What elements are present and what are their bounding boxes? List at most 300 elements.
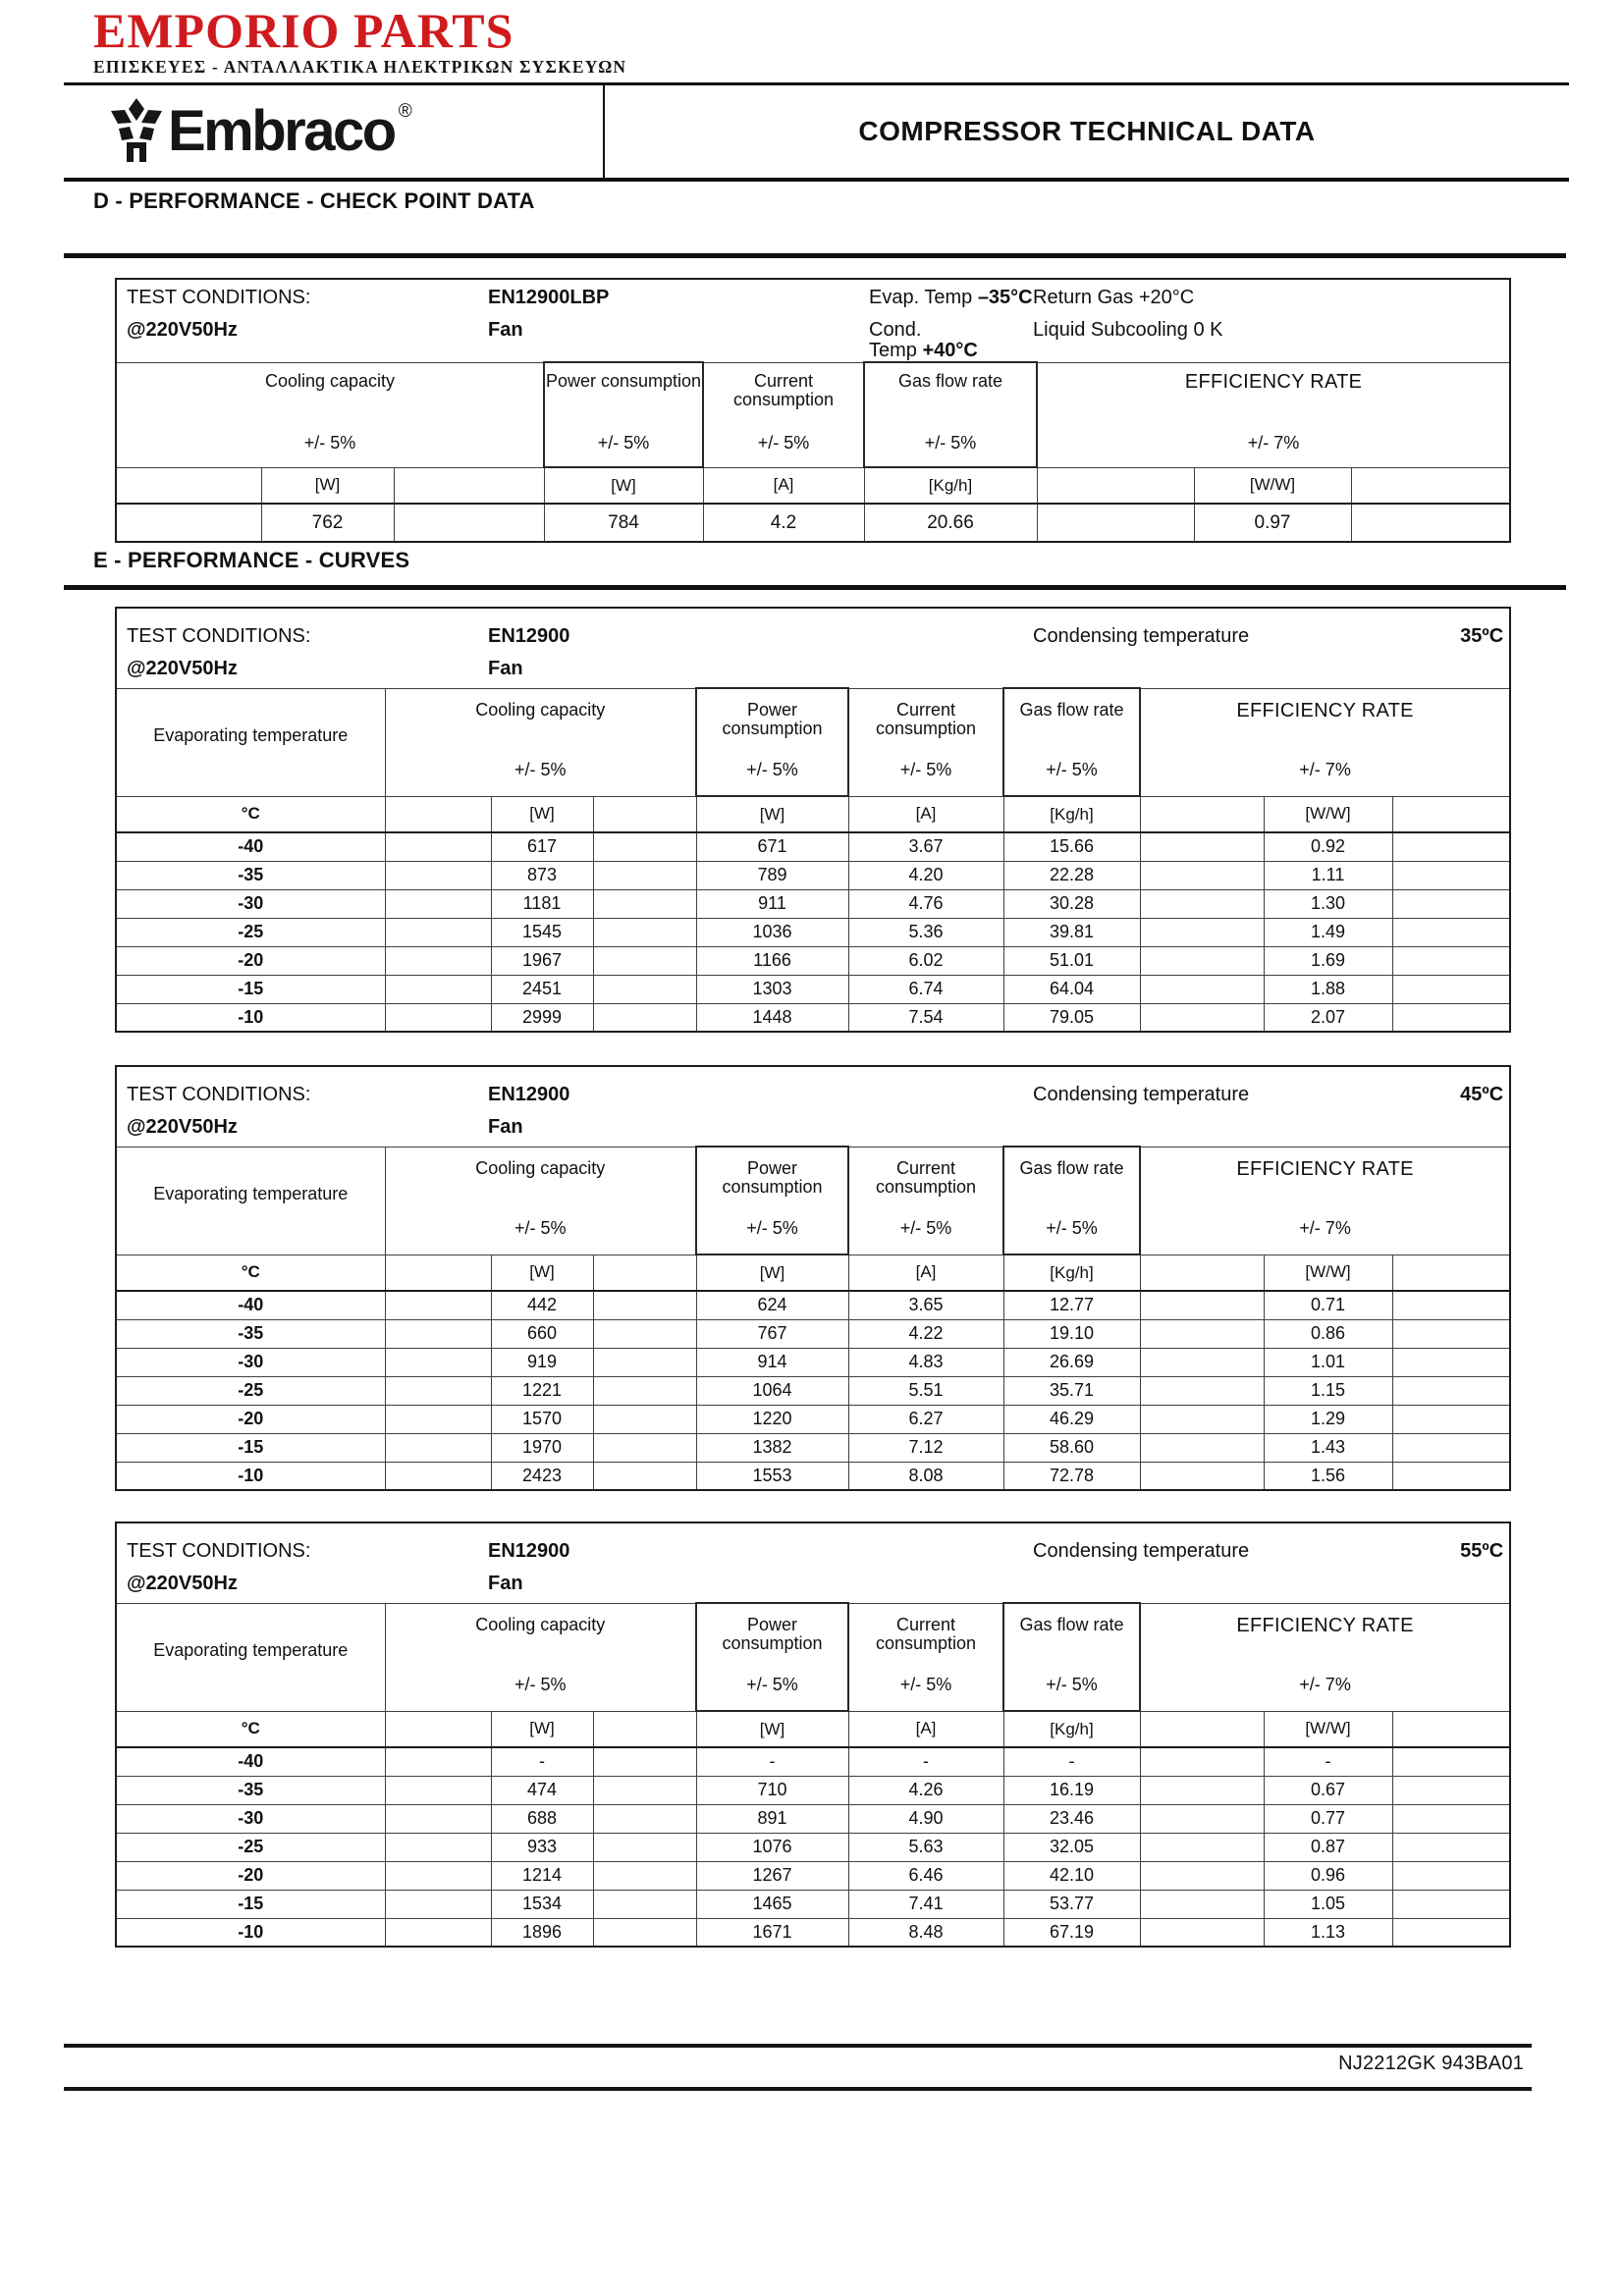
- data-cell: 1.29: [1264, 1405, 1392, 1433]
- spacer-cell: [394, 467, 544, 504]
- test-conditions-cell: [116, 1066, 1510, 1147]
- standard-label: EN12900LBP: [488, 287, 610, 308]
- performance-curves-table: [115, 1522, 1511, 1948]
- table-row: [116, 1291, 1510, 1319]
- spacer-cell: [1140, 1776, 1264, 1804]
- table-row: [116, 1747, 1510, 1776]
- spacer-cell: [1140, 1433, 1264, 1462]
- spacer-cell: [593, 832, 696, 861]
- spacer-cell: [385, 1747, 491, 1776]
- spacer-cell: [1392, 946, 1510, 975]
- current-consumption-header: Current consumption +/- 5%: [703, 362, 864, 467]
- table-row: [116, 1066, 1510, 1147]
- spacer-cell: [385, 1711, 491, 1747]
- cooling-capacity-header: Cooling capacity +/- 5%: [385, 688, 696, 796]
- table-row: [116, 1348, 1510, 1376]
- current-consumption-header: Current consumption +/- 5%: [848, 1603, 1003, 1711]
- spacer-cell: [1140, 1918, 1264, 1947]
- data-cell: 20.66: [864, 504, 1037, 542]
- spacer-cell: [1392, 1776, 1510, 1804]
- efficiency-header: EFFICIENCY RATE +/- 7%: [1140, 688, 1510, 796]
- temp-cell: -40: [116, 1747, 385, 1776]
- cooling-capacity-header: Cooling capacity +/- 5%: [385, 1147, 696, 1255]
- data-cell: 30.28: [1003, 889, 1140, 918]
- spacer-cell: [593, 889, 696, 918]
- data-cell: 474: [491, 1776, 593, 1804]
- data-cell: 4.2: [703, 504, 864, 542]
- standard-label: EN12900: [488, 1539, 570, 1562]
- data-cell: 1181: [491, 889, 593, 918]
- spacer-cell: [1392, 1890, 1510, 1918]
- data-cell: 660: [491, 1319, 593, 1348]
- unit-cell: [A]: [848, 1711, 1003, 1747]
- spacer-cell: [1392, 1804, 1510, 1833]
- data-cell: 1570: [491, 1405, 593, 1433]
- temp-cell: -35: [116, 1776, 385, 1804]
- cooling-capacity-header: Cooling capacity +/- 5%: [385, 1603, 696, 1711]
- data-cell: 8.48: [848, 1918, 1003, 1947]
- data-cell: 710: [696, 1776, 848, 1804]
- spacer-cell: [1392, 1433, 1510, 1462]
- current-consumption-header: Current consumption +/- 5%: [848, 688, 1003, 796]
- test-conditions-cell: [116, 608, 1510, 688]
- data-cell: 1.15: [1264, 1376, 1392, 1405]
- spacer-cell: [1392, 1711, 1510, 1747]
- data-cell: 784: [544, 504, 703, 542]
- data-cell: 1967: [491, 946, 593, 975]
- temp-cell: -30: [116, 1348, 385, 1376]
- data-cell: 6.46: [848, 1861, 1003, 1890]
- spacer-cell: [385, 1348, 491, 1376]
- spacer-cell: [593, 861, 696, 889]
- data-cell: 1303: [696, 975, 848, 1003]
- data-cell: 2999: [491, 1003, 593, 1032]
- footer-rule-top: [64, 2044, 1532, 2048]
- spacer-cell: [116, 467, 261, 504]
- gas-flow-header: Gas flow rate +/- 5%: [1003, 1603, 1140, 1711]
- spacer-cell: [593, 918, 696, 946]
- unit-cell: [A]: [848, 796, 1003, 832]
- temp-cell: -40: [116, 1291, 385, 1319]
- temp-cell: -30: [116, 889, 385, 918]
- cooling-capacity-header: Cooling capacity +/- 5%: [116, 362, 544, 467]
- performance-curves-table: [115, 1065, 1511, 1491]
- data-cell: 79.05: [1003, 1003, 1140, 1032]
- unit-cell: [Kg/h]: [1003, 1711, 1140, 1747]
- spacer-cell: [1140, 861, 1264, 889]
- spacer-cell: [385, 1003, 491, 1032]
- spacer-cell: [593, 1348, 696, 1376]
- data-cell: 39.81: [1003, 918, 1140, 946]
- data-cell: 0.86: [1264, 1319, 1392, 1348]
- data-cell: 3.67: [848, 832, 1003, 861]
- snowflake-icon: [105, 97, 168, 166]
- fan-label: Fan: [488, 319, 523, 341]
- data-cell: 72.78: [1003, 1462, 1140, 1490]
- table-row: [116, 467, 1510, 504]
- data-cell: 0.96: [1264, 1861, 1392, 1890]
- table-row: [116, 861, 1510, 889]
- spacer-cell: [1140, 1861, 1264, 1890]
- spacer-cell: [593, 975, 696, 1003]
- temp-cell: -10: [116, 1003, 385, 1032]
- data-cell: 873: [491, 861, 593, 889]
- data-cell: 23.46: [1003, 1804, 1140, 1833]
- spacer-cell: [1392, 975, 1510, 1003]
- temp-cell: -20: [116, 946, 385, 975]
- table-row: [116, 1003, 1510, 1032]
- data-cell: 1448: [696, 1003, 848, 1032]
- data-cell: 1.88: [1264, 975, 1392, 1003]
- unit-cell: [W/W]: [1194, 467, 1351, 504]
- table-row: [116, 1603, 1510, 1711]
- temp-cell: -20: [116, 1405, 385, 1433]
- spacer-cell: [593, 1405, 696, 1433]
- temp-cell: -15: [116, 975, 385, 1003]
- data-cell: 671: [696, 832, 848, 861]
- data-cell: 0.67: [1264, 1776, 1392, 1804]
- current-consumption-header: Current consumption +/- 5%: [848, 1147, 1003, 1255]
- unit-cell: [W]: [696, 796, 848, 832]
- data-cell: 1970: [491, 1433, 593, 1462]
- temp-cell: -25: [116, 1376, 385, 1405]
- spacer-cell: [394, 504, 544, 542]
- data-cell: 4.20: [848, 861, 1003, 889]
- data-cell: 1671: [696, 1918, 848, 1947]
- spacer-cell: [385, 1804, 491, 1833]
- unit-cell: [Kg/h]: [1003, 796, 1140, 832]
- data-cell: 7.54: [848, 1003, 1003, 1032]
- test-conditions-label: TEST CONDITIONS:: [127, 624, 311, 647]
- evap-temp-header: Evaporating temperature: [116, 688, 385, 796]
- data-cell: 16.19: [1003, 1776, 1140, 1804]
- data-cell: 7.12: [848, 1433, 1003, 1462]
- data-cell: 0.71: [1264, 1291, 1392, 1319]
- spacer-cell: [1392, 1462, 1510, 1490]
- table-row: [116, 1711, 1510, 1747]
- spacer-cell: [1140, 946, 1264, 975]
- masthead: [64, 82, 1569, 182]
- data-cell: 617: [491, 832, 593, 861]
- temp-cell: -15: [116, 1433, 385, 1462]
- data-cell: 0.97: [1194, 504, 1351, 542]
- table-row: [116, 504, 1510, 542]
- unit-cell: [W]: [544, 467, 703, 504]
- data-cell: 22.28: [1003, 861, 1140, 889]
- gas-flow-header: Gas flow rate +/- 5%: [1003, 1147, 1140, 1255]
- spacer-cell: [385, 1433, 491, 1462]
- doc-title-panel: [603, 85, 1569, 178]
- table-row: [116, 1804, 1510, 1833]
- power-consumption-header: Power consumption +/- 5%: [696, 1147, 848, 1255]
- data-cell: 1.49: [1264, 918, 1392, 946]
- test-conditions-label: TEST CONDITIONS:: [127, 1083, 311, 1105]
- spacer-cell: [593, 1833, 696, 1861]
- data-cell: 762: [261, 504, 394, 542]
- spacer-cell: [593, 946, 696, 975]
- spacer-cell: [1392, 832, 1510, 861]
- unit-cell: °C: [116, 1255, 385, 1291]
- table-row: [116, 1255, 1510, 1291]
- data-cell: 2423: [491, 1462, 593, 1490]
- spacer-cell: [1140, 1747, 1264, 1776]
- efficiency-header: EFFICIENCY RATE +/- 7%: [1140, 1147, 1510, 1255]
- temp-cell: -25: [116, 1833, 385, 1861]
- return-gas: Return Gas +20°C: [1033, 287, 1195, 308]
- spacer-cell: [1140, 1003, 1264, 1032]
- table-row: [116, 1776, 1510, 1804]
- spacer-cell: [385, 1462, 491, 1490]
- data-cell: 51.01: [1003, 946, 1140, 975]
- spacer-cell: [385, 1405, 491, 1433]
- data-cell: -: [491, 1747, 593, 1776]
- unit-cell: [A]: [848, 1255, 1003, 1291]
- spacer-cell: [593, 1918, 696, 1947]
- data-cell: 1465: [696, 1890, 848, 1918]
- table-row: [116, 1462, 1510, 1490]
- spacer-cell: [1140, 918, 1264, 946]
- data-cell: 1220: [696, 1405, 848, 1433]
- data-cell: 0.87: [1264, 1833, 1392, 1861]
- data-cell: 1166: [696, 946, 848, 975]
- spacer-cell: [1392, 1833, 1510, 1861]
- spacer-cell: [1351, 467, 1510, 504]
- spacer-cell: [1392, 1255, 1510, 1291]
- section-d-rule: [64, 253, 1566, 258]
- spacer-cell: [1392, 1918, 1510, 1947]
- spacer-cell: [1392, 796, 1510, 832]
- table-row: [116, 1147, 1510, 1255]
- spacer-cell: [385, 946, 491, 975]
- data-cell: 891: [696, 1804, 848, 1833]
- spacer-cell: [385, 1918, 491, 1947]
- data-cell: 1.05: [1264, 1890, 1392, 1918]
- cond-temp: Cond. Temp +40°C: [869, 319, 978, 361]
- condensing-temp-label: Condensing temperature: [1033, 1539, 1250, 1562]
- spacer-cell: [385, 1291, 491, 1319]
- brand-subtitle: ΕΠΙΣΚΕΥΕΣ - ΑΝΤΑΛΛΑΚΤΙΚΑ ΗΛΕΚΤΡΙΚΩΝ ΣΥΣΚΕΥΩΝ: [93, 57, 627, 77]
- embraco-logo: [64, 85, 603, 178]
- subcooling: Liquid Subcooling 0 K: [1033, 319, 1223, 341]
- temp-cell: -25: [116, 918, 385, 946]
- section-d-title: D - PERFORMANCE - CHECK POINT DATA: [93, 188, 535, 213]
- data-cell: 53.77: [1003, 1890, 1140, 1918]
- spacer-cell: [1392, 1348, 1510, 1376]
- evap-temp: Evap. Temp –35°C: [869, 287, 1033, 308]
- data-cell: 6.02: [848, 946, 1003, 975]
- data-cell: 0.92: [1264, 832, 1392, 861]
- table-row: [116, 1918, 1510, 1947]
- spacer-cell: [1140, 975, 1264, 1003]
- spacer-cell: [593, 1003, 696, 1032]
- spacer-cell: [1351, 504, 1510, 542]
- unit-cell: [W]: [491, 1255, 593, 1291]
- test-conditions-cell: [116, 1522, 1510, 1603]
- data-cell: 1.11: [1264, 861, 1392, 889]
- data-cell: 1267: [696, 1861, 848, 1890]
- data-cell: 6.27: [848, 1405, 1003, 1433]
- fan-label: Fan: [488, 1572, 523, 1594]
- test-conditions-cell: [116, 279, 1510, 362]
- table-row: [116, 279, 1510, 362]
- spacer-cell: [1140, 1291, 1264, 1319]
- spacer-cell: [593, 1890, 696, 1918]
- data-cell: 5.51: [848, 1376, 1003, 1405]
- data-cell: 1.69: [1264, 946, 1392, 975]
- registered-mark: ®: [398, 101, 412, 122]
- spacer-cell: [1392, 1376, 1510, 1405]
- data-cell: -: [1003, 1747, 1140, 1776]
- table-row: [116, 362, 1510, 467]
- table-row: [116, 918, 1510, 946]
- data-cell: 914: [696, 1348, 848, 1376]
- data-cell: 1036: [696, 918, 848, 946]
- spacer-cell: [1140, 1833, 1264, 1861]
- data-cell: 67.19: [1003, 1918, 1140, 1947]
- data-cell: 12.77: [1003, 1291, 1140, 1319]
- data-cell: 4.83: [848, 1348, 1003, 1376]
- spacer-cell: [385, 796, 491, 832]
- spacer-cell: [385, 1319, 491, 1348]
- spacer-cell: [385, 1861, 491, 1890]
- unit-cell: °C: [116, 1711, 385, 1747]
- unit-cell: [A]: [703, 467, 864, 504]
- data-cell: 46.29: [1003, 1405, 1140, 1433]
- power-consumption-header: Power consumption +/- 5%: [696, 688, 848, 796]
- brand-header: [93, 3, 627, 77]
- spacer-cell: [385, 1776, 491, 1804]
- temp-cell: -35: [116, 1319, 385, 1348]
- table-row: [116, 832, 1510, 861]
- spacer-cell: [1392, 918, 1510, 946]
- data-cell: 442: [491, 1291, 593, 1319]
- unit-cell: [W]: [261, 467, 394, 504]
- spacer-cell: [1037, 504, 1194, 542]
- condensing-temp-label: Condensing temperature: [1033, 624, 1250, 647]
- table-row: [116, 1405, 1510, 1433]
- data-cell: 1896: [491, 1918, 593, 1947]
- table-row: [116, 946, 1510, 975]
- condensing-temp-label: Condensing temperature: [1033, 1083, 1250, 1105]
- spacer-cell: [593, 1776, 696, 1804]
- data-cell: 4.26: [848, 1776, 1003, 1804]
- unit-cell: [W/W]: [1264, 1255, 1392, 1291]
- unit-cell: [W]: [696, 1711, 848, 1747]
- temp-cell: -20: [116, 1861, 385, 1890]
- data-cell: 32.05: [1003, 1833, 1140, 1861]
- brand-name: EMPORIO PARTS: [93, 3, 514, 58]
- data-cell: 1382: [696, 1433, 848, 1462]
- unit-cell: [Kg/h]: [1003, 1255, 1140, 1291]
- spacer-cell: [385, 975, 491, 1003]
- spacer-cell: [1392, 889, 1510, 918]
- data-cell: 2.07: [1264, 1003, 1392, 1032]
- data-cell: 2451: [491, 975, 593, 1003]
- spacer-cell: [1392, 1747, 1510, 1776]
- efficiency-header: EFFICIENCY RATE +/- 7%: [1037, 362, 1510, 467]
- spacer-cell: [1392, 1291, 1510, 1319]
- condensing-temp-value: 55ºC: [1460, 1539, 1504, 1562]
- unit-cell: [Kg/h]: [864, 467, 1037, 504]
- temp-cell: -10: [116, 1918, 385, 1947]
- temp-cell: -30: [116, 1804, 385, 1833]
- table-row: [116, 1376, 1510, 1405]
- data-cell: -: [1264, 1747, 1392, 1776]
- data-cell: 1553: [696, 1462, 848, 1490]
- spacer-cell: [593, 1255, 696, 1291]
- temp-cell: -40: [116, 832, 385, 861]
- spacer-cell: [593, 1433, 696, 1462]
- data-cell: 4.76: [848, 889, 1003, 918]
- condensing-temp-value: 45ºC: [1460, 1083, 1504, 1105]
- data-cell: 8.08: [848, 1462, 1003, 1490]
- spacer-cell: [593, 1319, 696, 1348]
- voltage-label: @220V50Hz: [127, 657, 238, 679]
- table-row: [116, 889, 1510, 918]
- condensing-temp-value: 35ºC: [1460, 624, 1504, 647]
- spacer-cell: [1140, 889, 1264, 918]
- data-cell: 26.69: [1003, 1348, 1140, 1376]
- data-cell: -: [696, 1747, 848, 1776]
- data-cell: 767: [696, 1319, 848, 1348]
- unit-cell: [W/W]: [1264, 1711, 1392, 1747]
- spacer-cell: [593, 1462, 696, 1490]
- table-row: [116, 975, 1510, 1003]
- spacer-cell: [385, 1255, 491, 1291]
- spacer-cell: [1392, 861, 1510, 889]
- data-cell: 933: [491, 1833, 593, 1861]
- data-cell: 1214: [491, 1861, 593, 1890]
- data-cell: 5.36: [848, 918, 1003, 946]
- standard-label: EN12900: [488, 624, 570, 647]
- spacer-cell: [385, 1376, 491, 1405]
- data-cell: 789: [696, 861, 848, 889]
- temp-cell: -10: [116, 1462, 385, 1490]
- data-cell: 19.10: [1003, 1319, 1140, 1348]
- voltage-label: @220V50Hz: [127, 1572, 238, 1594]
- data-cell: 15.66: [1003, 832, 1140, 861]
- performance-curves-table: [115, 607, 1511, 1033]
- spacer-cell: [593, 1376, 696, 1405]
- spacer-cell: [1140, 832, 1264, 861]
- table-row: [116, 608, 1510, 688]
- data-cell: 64.04: [1003, 975, 1140, 1003]
- spacer-cell: [593, 1291, 696, 1319]
- spacer-cell: [593, 1804, 696, 1833]
- evap-temp-header: Evaporating temperature: [116, 1603, 385, 1711]
- unit-cell: [W]: [491, 1711, 593, 1747]
- data-cell: 7.41: [848, 1890, 1003, 1918]
- fan-label: Fan: [488, 657, 523, 679]
- spacer-cell: [1392, 1861, 1510, 1890]
- data-cell: 6.74: [848, 975, 1003, 1003]
- fan-label: Fan: [488, 1115, 523, 1138]
- doc-title: COMPRESSOR TECHNICAL DATA: [858, 116, 1316, 146]
- power-consumption-header: Power consumption +/- 5%: [696, 1603, 848, 1711]
- spacer-cell: [1037, 467, 1194, 504]
- data-cell: 1064: [696, 1376, 848, 1405]
- data-cell: 5.63: [848, 1833, 1003, 1861]
- spacer-cell: [1140, 1711, 1264, 1747]
- spacer-cell: [1140, 1462, 1264, 1490]
- spacer-cell: [385, 1833, 491, 1861]
- voltage-label: @220V50Hz: [127, 319, 238, 341]
- temp-cell: -35: [116, 861, 385, 889]
- table-row: [116, 1833, 1510, 1861]
- spacer-cell: [385, 918, 491, 946]
- section-e-rule: [64, 585, 1566, 590]
- unit-cell: [W]: [491, 796, 593, 832]
